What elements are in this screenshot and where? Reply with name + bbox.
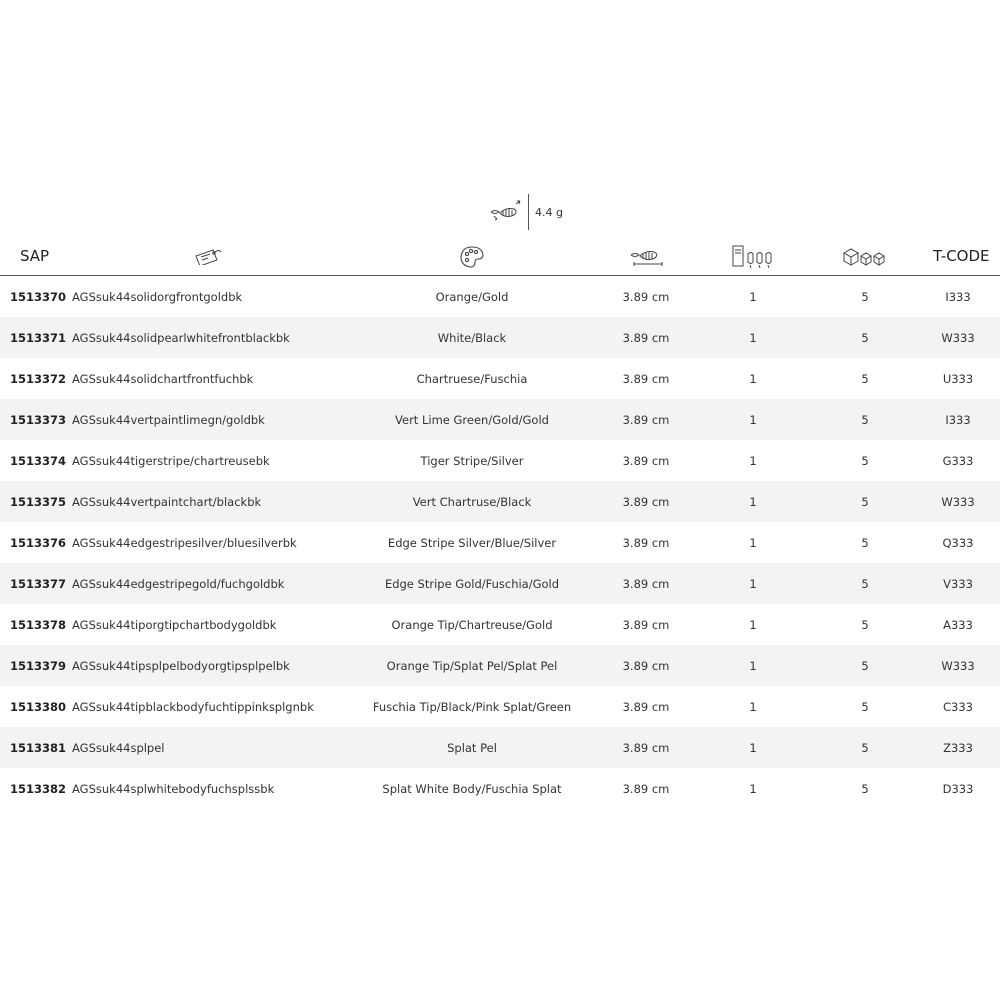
pack-qty-cell: 1	[749, 372, 757, 386]
pack-qty-cell: 1	[749, 618, 757, 632]
lure-weight-block	[488, 193, 563, 231]
length-cell: 3.89 cm	[622, 782, 670, 796]
box-qty-cell: 5	[861, 454, 869, 468]
pack-qty-cell: 1	[749, 536, 757, 550]
length-cell: 3.89 cm	[622, 454, 670, 468]
pack-qty-cell: 1	[749, 495, 757, 509]
length-cell: 3.89 cm	[622, 659, 670, 673]
length-cell: 3.89 cm	[622, 618, 670, 632]
tcode-cell: I333	[945, 413, 971, 427]
table-row	[0, 317, 1000, 358]
table-row	[0, 276, 1000, 317]
tcode-cell: Z333	[943, 741, 973, 755]
pack-qty-cell: 1	[749, 331, 757, 345]
package-quantity-icon	[731, 244, 775, 270]
box-qty-cell: 5	[861, 700, 869, 714]
color-cell: Orange Tip/Splat Pel/Splat Pel	[386, 659, 558, 673]
pack-qty-cell: 1	[749, 659, 757, 673]
box-qty-cell: 5	[861, 495, 869, 509]
pack-qty-cell: 1	[749, 741, 757, 755]
product-name-cell: AGSsuk44vertpaintlimegn/goldbk	[72, 413, 265, 427]
box-qty-cell: 5	[861, 741, 869, 755]
table-row	[0, 358, 1000, 399]
table-row	[0, 686, 1000, 727]
box-qty-cell: 5	[861, 331, 869, 345]
sap-column-header: SAP	[20, 247, 50, 265]
sap-cell: 1513374	[10, 454, 67, 468]
product-name-cell: AGSsuk44edgestripesilver/bluesilverbk	[72, 536, 297, 550]
product-name-cell: AGSsuk44splwhitebodyfuchsplssbk	[72, 782, 275, 796]
table-row	[0, 645, 1000, 686]
length-cell: 3.89 cm	[622, 741, 670, 755]
sap-cell: 1513382	[10, 782, 67, 796]
color-cell: White/Black	[437, 331, 507, 345]
sap-cell: 1513380	[10, 700, 67, 714]
box-qty-cell: 5	[861, 536, 869, 550]
sap-cell: 1513377	[10, 577, 67, 591]
color-cell: Edge Stripe Gold/Fuschia/Gold	[384, 577, 560, 591]
table-row	[0, 522, 1000, 563]
color-cell: Vert Chartruse/Black	[412, 495, 532, 509]
product-table	[0, 237, 1000, 809]
box-qty-cell: 5	[861, 618, 869, 632]
length-cell: 3.89 cm	[622, 495, 670, 509]
box-qty-cell: 5	[861, 659, 869, 673]
product-name-cell: AGSsuk44vertpaintchart/blackbk	[72, 495, 262, 509]
table-row	[0, 768, 1000, 809]
product-name-cell: AGSsuk44edgestripegold/fuchgoldbk	[72, 577, 285, 591]
table-row	[0, 563, 1000, 604]
length-cell: 3.89 cm	[622, 331, 670, 345]
tcode-cell: W333	[941, 331, 975, 345]
pack-qty-cell: 1	[749, 700, 757, 714]
tcode-cell: I333	[945, 290, 971, 304]
color-cell: Edge Stripe Silver/Blue/Silver	[387, 536, 557, 550]
product-name-cell: AGSsuk44solidpearlwhitefrontblackbk	[72, 331, 290, 345]
color-cell: Tiger Stripe/Silver	[420, 454, 524, 468]
product-name-cell: AGSsuk44tipsplpelbodyorgtipsplpelbk	[72, 659, 290, 673]
table-row	[0, 604, 1000, 645]
tcode-column-header: T-CODE	[933, 247, 990, 265]
box-qty-cell: 5	[861, 290, 869, 304]
table-row	[0, 440, 1000, 481]
weight-separator	[528, 194, 529, 230]
length-cell: 3.89 cm	[622, 372, 670, 386]
sap-cell: 1513373	[10, 413, 67, 427]
color-cell: Splat White Body/Fuschia Splat	[382, 782, 562, 796]
sap-cell: 1513371	[10, 331, 67, 345]
box-qty-cell: 5	[861, 413, 869, 427]
tcode-cell: G333	[942, 454, 974, 468]
tcode-cell: U333	[942, 372, 974, 386]
pack-qty-cell: 1	[749, 577, 757, 591]
length-cell: 3.89 cm	[622, 700, 670, 714]
box-qty-cell: 5	[861, 577, 869, 591]
table-row	[0, 481, 1000, 522]
tcode-cell: C333	[943, 700, 973, 714]
sap-cell: 1513370	[10, 290, 67, 304]
color-cell: Chartruese/Fuschia	[416, 372, 528, 386]
product-name-cell: AGSsuk44tiporgtipchartbodygoldbk	[72, 618, 277, 632]
pack-qty-cell: 1	[749, 413, 757, 427]
palette-color-icon	[459, 245, 485, 269]
pack-qty-cell: 1	[749, 782, 757, 796]
table-row	[0, 399, 1000, 440]
lure-weight-icon	[488, 200, 522, 224]
length-cell: 3.89 cm	[622, 536, 670, 550]
table-header	[0, 237, 1000, 276]
sap-cell: 1513376	[10, 536, 67, 550]
color-cell: Orange Tip/Chartreuse/Gold	[391, 618, 553, 632]
lure-length-icon	[630, 247, 666, 267]
color-cell: Vert Lime Green/Gold/Gold	[395, 413, 549, 427]
tcode-cell: A333	[943, 618, 973, 632]
tcode-cell: Q333	[942, 536, 974, 550]
sap-cell: 1513372	[10, 372, 67, 386]
length-cell: 3.89 cm	[622, 290, 670, 304]
tcode-cell: W333	[941, 659, 975, 673]
tcode-cell: D333	[942, 782, 974, 796]
weight-value: 4.4 g	[535, 205, 563, 219]
box-qty-cell: 5	[861, 782, 869, 796]
product-name-cell: AGSsuk44solidorgfrontgoldbk	[72, 290, 243, 304]
color-cell: Fuschia Tip/Black/Pink Splat/Green	[372, 700, 572, 714]
tcode-cell: V333	[943, 577, 973, 591]
product-name-cell: AGSsuk44solidchartfrontfuchbk	[72, 372, 254, 386]
color-cell: Orange/Gold	[435, 290, 509, 304]
product-name-cell: AGSsuk44tigerstripe/chartreusebk	[72, 454, 270, 468]
table-row	[0, 727, 1000, 768]
tag-label-icon	[194, 247, 222, 265]
sap-cell: 1513381	[10, 741, 67, 755]
product-name-cell: AGSsuk44tipblackbodyfuchtippinksplgnbk	[72, 700, 314, 714]
color-cell: Splat Pel	[447, 741, 497, 755]
box-qty-cell: 5	[861, 372, 869, 386]
sap-cell: 1513378	[10, 618, 67, 632]
product-name-cell: AGSsuk44splpel	[72, 741, 165, 755]
length-cell: 3.89 cm	[622, 413, 670, 427]
sap-cell: 1513375	[10, 495, 67, 509]
length-cell: 3.89 cm	[622, 577, 670, 591]
pack-qty-cell: 1	[749, 290, 757, 304]
tcode-cell: W333	[941, 495, 975, 509]
box-quantity-icon	[842, 247, 888, 267]
sap-cell: 1513379	[10, 659, 67, 673]
pack-qty-cell: 1	[749, 454, 757, 468]
